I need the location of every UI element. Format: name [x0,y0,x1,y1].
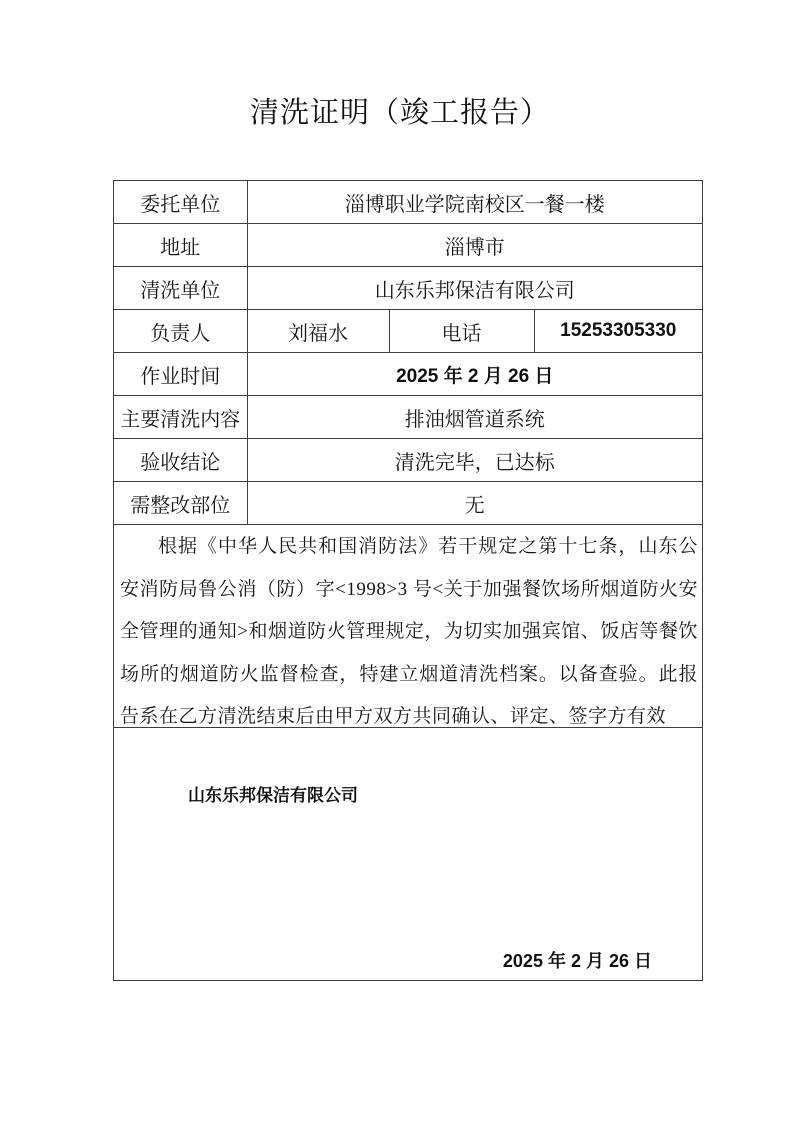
cleaning-unit-label: 清洗单位 [114,267,248,309]
person-label: 负责人 [114,310,248,352]
acceptance-conclusion-value: 清洗完毕，已达标 [394,451,555,474]
row-person-in-charge [114,310,702,353]
entrust-unit-label: 委托单位 [114,181,248,223]
cleaning-content-value: 排油烟管道系统 [404,408,545,431]
rectification-value: 无 [464,494,485,517]
entrust-unit-value: 淄博职业学院南校区一餐一楼 [344,193,605,216]
report-table [113,180,703,981]
row-entrust-unit [114,181,702,224]
cleaning-content-label: 主要清洗内容 [114,396,248,438]
row-cleaning-unit [114,267,702,310]
acceptance-conclusion-label: 验收结论 [114,439,248,481]
row-rectification [114,482,702,525]
signature-company: 山东乐邦保洁有限公司 [188,786,358,805]
row-notes [114,525,702,728]
row-signature [114,728,702,980]
phone-value: 15253305330 [560,320,677,341]
person-value: 刘福水 [248,310,390,352]
row-address [114,224,702,267]
notes-paragraph: 根据《中华人民共和国消防法》若干规定之第十七条，山东公安消防局鲁公消（防）字<1998>3 号<关于加强餐饮场所烟道防火安全管理的通知>和烟道防火管理规定，为切实加强宾馆、饭店等餐饮场所的烟道防火监督检查，特建立烟道清洗档案。以备查验。此报告系在乙方清洗结束后由甲方双方共同确认、评定、签字方有效 [120,536,698,727]
work-time-label: 作业时间 [114,353,248,395]
work-time-value: 2025 年 2 月 26 日 [396,365,554,387]
row-cleaning-content [114,396,702,439]
row-work-time [114,353,702,396]
row-acceptance-conclusion [114,439,702,482]
address-label: 地址 [114,224,248,266]
rectification-label: 需整改部位 [114,482,248,524]
phone-label: 电话 [390,310,535,352]
signature-date: 2025 年 2 月 26 日 [502,951,652,971]
cleaning-unit-value: 山东乐邦保洁有限公司 [374,279,575,302]
document-title: 清洗证明（竣工报告） [249,97,550,129]
address-value: 淄博市 [444,236,505,259]
